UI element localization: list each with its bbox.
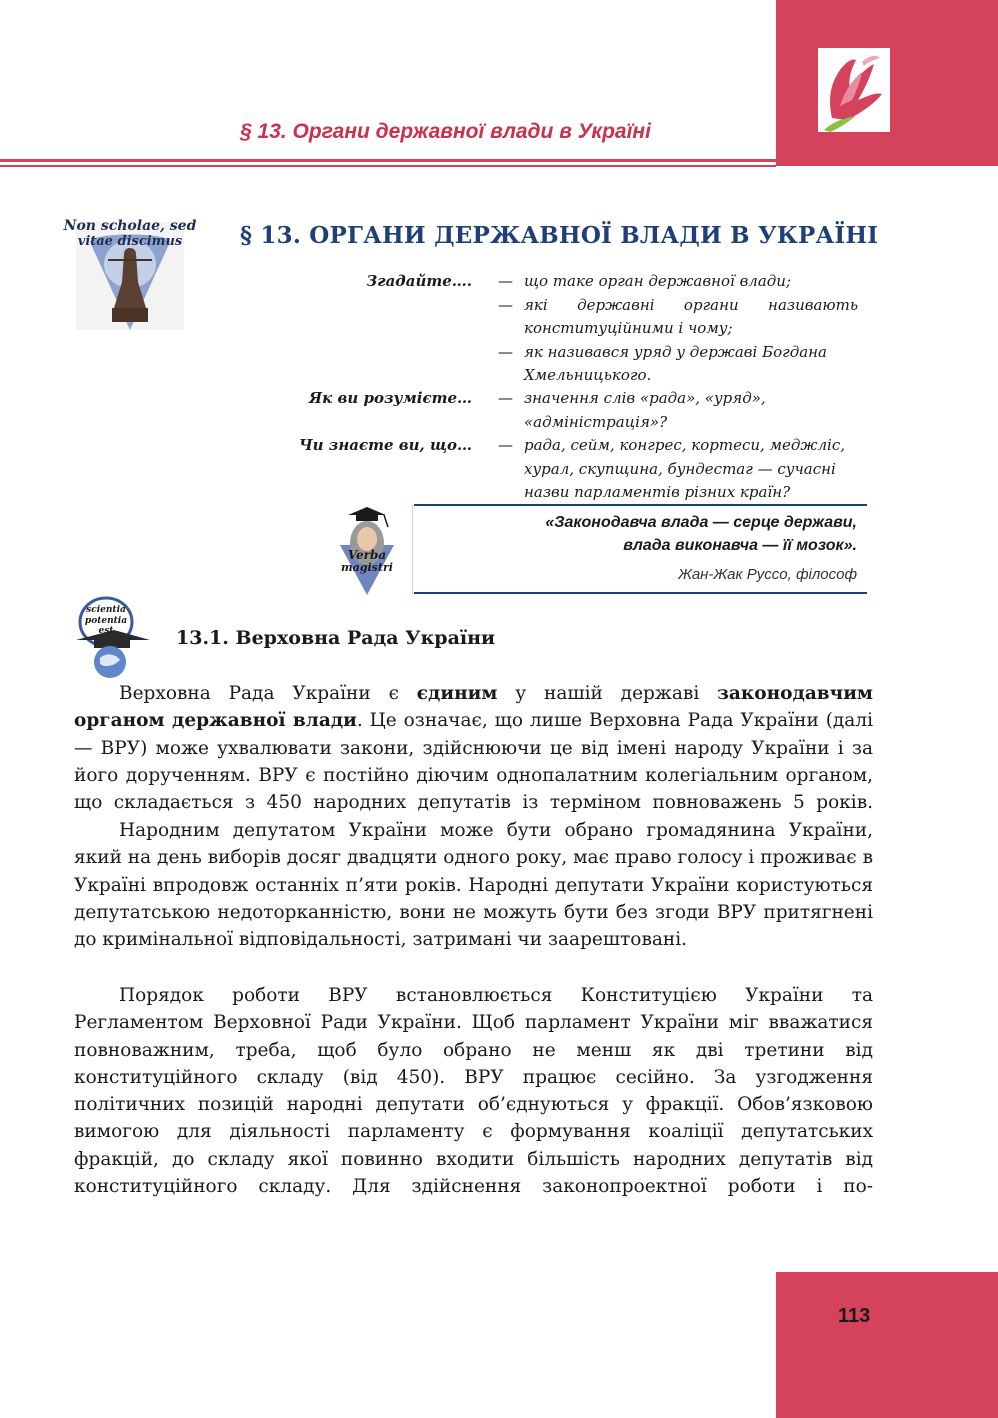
- section-title: § 13. ОРГАНИ ДЕРЖАВНОЇ ВЛАДИ В УКРАЇНІ: [240, 222, 879, 249]
- svg-text:magistri: magistri: [341, 561, 393, 574]
- recall-label: Згадайте….: [366, 272, 472, 290]
- running-head: § 13. Органи державної влади в Україні: [240, 120, 651, 143]
- quote-text: «Законодавча влада — серце держави,: [545, 514, 857, 531]
- svg-text:Verba: Verba: [347, 548, 387, 562]
- quote-text-continuation: влада виконавча — її мозок».: [623, 537, 857, 554]
- header-rule-secondary: [0, 165, 776, 167]
- svg-text:vitae discimus: vitae discimus: [77, 234, 183, 249]
- page-number: 113: [838, 1305, 871, 1327]
- quote-divider: [412, 504, 413, 594]
- svg-text:scientia: scientia: [86, 605, 126, 615]
- list-item: — рада, сейм, конгрес, кортеси, меджліс,: [498, 436, 845, 454]
- quote-rule-top: [414, 504, 867, 506]
- know-label: Чи знаєте ви, що…: [298, 436, 472, 454]
- recall-list: [498, 270, 858, 388]
- list-item-continuation: конституційними і чому;: [524, 319, 733, 337]
- svg-text:Non scholae, sed: Non scholae, sed: [63, 218, 197, 234]
- list-item-continuation: «адміністрація»?: [524, 412, 668, 431]
- understand-label: Як ви розумієте…: [308, 389, 472, 407]
- list-item: — що таке орган державної влади;: [498, 272, 792, 290]
- themis-emblem-icon: [63, 212, 197, 332]
- subsection-title: 13.1. Верховна Рада України: [176, 627, 496, 649]
- list-item: — як називався уряд у державі Богдана: [498, 342, 827, 361]
- body-paragraph: Верховна Рада України є єдиним у нашій державі законодавчим органом державної влади. Це означає, що лише Верховна Рада України (далі — ВРУ) може ухвалювати закони, здійснюючи це від імені народу України і за його дорученням. ВРУ є постійно діючим однопалатним колегіальним органом, що складається з 450 народних депутатів із терміном повноважень 5 років.: [74, 683, 873, 814]
- know-list: [498, 434, 858, 505]
- svg-text:est: est: [98, 626, 114, 636]
- body-paragraph: Порядок роботи ВРУ встановлюється Конституцією України та Регламентом Верховної Ради України. Щоб парламент України міг вважатися повноважним, треба, щоб було обрано не менш як дві третини від конституційного складу (від 450). ВРУ працює сесійно. За узгодження політичних позицій народні депутати об’єднуються у фракції. Обов’язковою вимогою для діяльності парламенту є формування коаліції депутатських фракцій, до складу якої повинно входити більшість народних депутатів від конституційного складу. Для здійснення законопроектної роботи і по-: [74, 985, 873, 1198]
- header-rule: [0, 159, 776, 162]
- body-paragraph: Народним депутатом України може бути обрано громадянина України, який на день виборів досяг двадцяти одного року, має право голосу і проживає в Україні впродовж останніх п’яти років. Народні депутати України користуються депутатською недоторканністю, вони не можуть бути без згоди ВРУ притягнені до кримінальної відповідальності, затримані чи заарештовані.: [74, 820, 873, 951]
- understand-list: [498, 387, 858, 434]
- quote-author: Жан-Жак Руссо, філософ: [678, 566, 857, 583]
- logo-hands-icon: [818, 48, 890, 132]
- svg-text:potentia: potentia: [84, 616, 128, 626]
- footer-color-block: [776, 1272, 998, 1418]
- list-item: — значення слів «рада», «уряд»,: [498, 389, 766, 407]
- scientia-emblem-icon: [72, 596, 154, 682]
- list-item-continuation: назви парламентів різних країн?: [524, 483, 791, 501]
- list-item: — які державні органи називають: [498, 295, 858, 314]
- verba-magistri-emblem-icon: [334, 505, 400, 597]
- list-item-continuation: Хмельницького.: [524, 366, 652, 384]
- list-item-continuation: хурал, скупщина, бундестаг — сучасні: [524, 459, 836, 478]
- quote-rule-bottom: [414, 592, 867, 594]
